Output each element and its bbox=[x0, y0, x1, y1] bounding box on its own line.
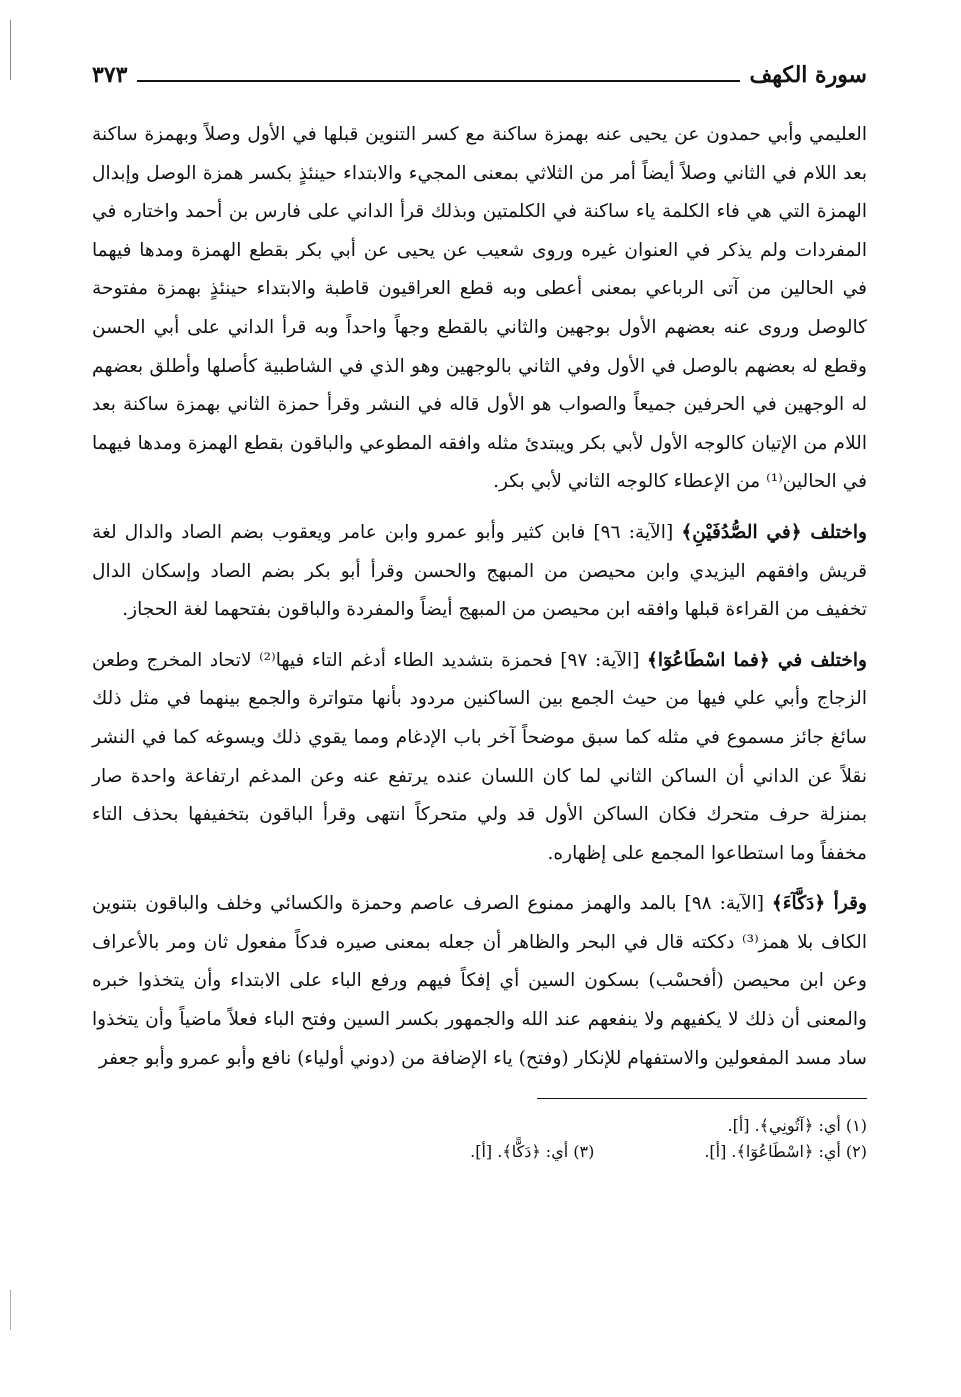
paragraph-3-lead: واختلف في ﴿فما اسْطَاعُوٓا﴾ bbox=[647, 649, 867, 671]
page-number: ٣٧٣ bbox=[92, 62, 128, 88]
paragraph-4-text: [الآية: ٩٨] بالمد والهمز ممنوع الصرف عاصم وحمزة والكسائي وخلف والباقون بتنوين الكاف بلا همز⁽³⁾ دككته قال في البحر والظاهر أن جعله بمعنى صيره فدكاً مفعول ثان ومر بالأعراف وعن ابن محيصن (أفحسْب) بسكون السين أي إفكاً فيهم ورفع الباء على الابتداء وأن يتخذوا خبره والمعنى أن ذلك لا يكفيهم ولا ينفعهم عند الله والجمهور بكسر السين وفتح الباء فعلاً ماضياً وأن يتخذوا ساد مسد المفعولين والاستفهام للإنكار (وفتح) ياء الإضافة من (دوني أولياء) نافع وأبو عمرو وأبو جعفر bbox=[92, 893, 867, 1069]
page-edge-mark-bottom bbox=[10, 1290, 12, 1330]
paragraph-4-lead: وقرأ ﴿دَكَّآءَ﴾ bbox=[771, 893, 867, 915]
paragraph-2-lead: واختلف ﴿في الصُّدُفَيْنِ﴾ bbox=[681, 521, 867, 543]
paragraph-3-text: [الآية: ٩٧] فحمزة بتشديد الطاء أدغم التاء فيها⁽²⁾ لاتحاد المخرج وطعن الزجاج وأبي علي فيها من حيث الجمع بين الساكنين مردود بأنها متواترة والجمع بينهما في مثل ذلك سائغ جائز مسموع في مثله كما سبق موضحاً آخر باب الإدغام ومما يقوي ذلك ويسوغه كما في النشر نقلاً عن الداني أن الساكن الثاني لما كان اللسان عنده يرتفع عنه وعن المدغم ارتفاعة واحدة صار بمنزلة حرف متحرك فكان الساكن الأول قد ولي متحركاً انتهى وقرأ الباقون بتخفيفها بحذف التاء مخففاً وما استطاعوا المجمع على إظهاره. bbox=[92, 649, 867, 864]
main-text bbox=[92, 116, 867, 1078]
paragraph-2-text: [الآية: ٩٦] فابن كثير وأبو عمرو وابن عامر ويعقوب بضم الصاد والدال لغة قريش وافقهم اليزيدي وابن محيصن من المبهج والحسن وقرأ أبو بكر بضم الصاد وإسكان الدال تخفيف من القراءة قبلها وافقه ابن محيصن من المبهج أيضاً والمفردة والباقون بفتحهما لغة الحجاز. bbox=[92, 521, 867, 621]
footnote-3: (٣) أي: ﴿دَكًّا﴾. [أ]. bbox=[470, 1142, 595, 1162]
footnote-separator bbox=[537, 1098, 867, 1099]
page bbox=[92, 54, 867, 1165]
paragraph-1-text: العليمي وأبي حمدون عن يحيى عنه بهمزة ساكنة مع كسر التنوين قبلها في الأول وصلاً وبهمزة ساكنة بعد اللام في الثاني وصلاً أيضاً أمر من الثلاثي بمعنى المجيء والابتداء حينئذٍ بكسر همزة الوصل وإبدال الهمزة التي هي فاء الكلمة ياء ساكنة في الكلمتين وبذلك قرأ الداني على فارس بن أحمد واختاره في المفردات ولم يذكر في العنوان غيره وروى شعيب عن يحيى عن أبي بكر بقطع الهمزة ومدها فيهما في الحالين من آتى الرباعي بمعنى أعطى وبه قطع العراقيون قاطبة والابتداء حينئذٍ بهمزة مفتوحة كالوصل وروى عنه بعضهم الأول بوجهين والثاني بالقطع وجهاً واحداً وبه قرأ الداني على أبي الحسن وقطع له بعضهم بالوصل في الأول وفي الثاني بالوجهين وهو الذي في الشاطبية كأصلها وأطلق بعضهم له الوجهين في الحرفين جميعاً والصواب هو الأول قاله في النشر وقرأ حمزة الثاني بهمزة ساكنة بعد اللام من الإتيان كالوجه الأول لأبي بكر ويبتدئ مثله وافقه المطوعي والباقون بقطع الهمزة ومدها فيهما في الحالين⁽¹⁾ من الإعطاء كالوجه الثاني لأبي بكر. bbox=[92, 124, 867, 493]
surah-title: سورة الكهف bbox=[749, 62, 867, 88]
footnote-2: (٢) أي: ﴿اسْطَاعُوٓا﴾. [أ]. bbox=[704, 1142, 867, 1162]
paragraph-2 bbox=[92, 514, 867, 630]
paragraph-4 bbox=[92, 885, 867, 1078]
paragraph-3 bbox=[92, 642, 867, 874]
footnote-row-2 bbox=[92, 1139, 867, 1165]
page-edge-mark bbox=[10, 20, 12, 80]
running-header bbox=[92, 54, 867, 88]
footnotes bbox=[92, 1113, 867, 1165]
header-rule bbox=[137, 80, 739, 82]
paragraph-1 bbox=[92, 116, 867, 502]
footnote-1: (١) أي: ﴿آتُونِي﴾. [أ]. bbox=[727, 1116, 867, 1136]
